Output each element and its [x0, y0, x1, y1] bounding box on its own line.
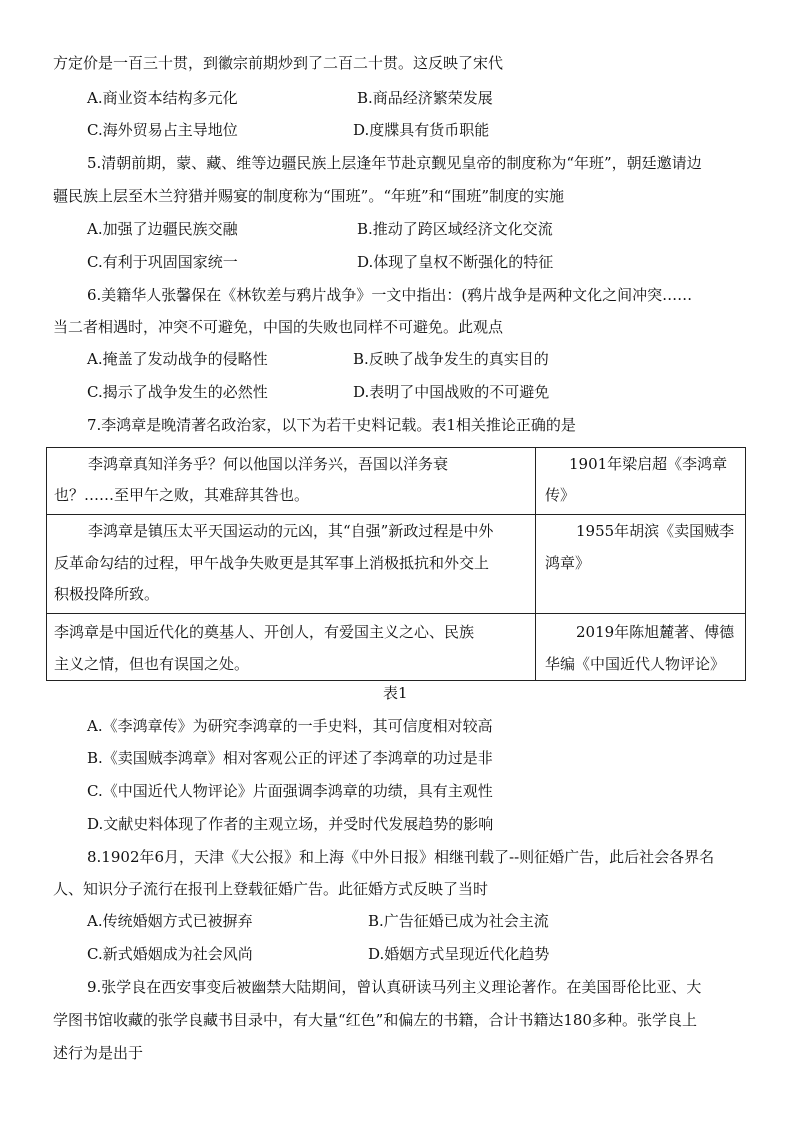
table-row: [47, 614, 745, 680]
q8-option-a: A.传统婚姻方式已被摒弃: [87, 912, 253, 930]
table-cell-content-line: 反革命勾结的过程，甲午战争失败更是其军事上消极抵抗和外交上: [54, 554, 490, 572]
q4-option-d: D.度牒具有货币职能: [353, 121, 490, 139]
q8-stem-line1: 8.1902年6月，天津《大公报》和上海《中外日报》相继刊载了--则征婚广告，此后社会各界名: [87, 848, 715, 866]
sources-table: [46, 447, 746, 681]
q9-stem-line2: 学图书馆收藏的张学良藏书目录中，有大量“红色”和偏左的书籍，合计书籍达180多种。张学良上: [53, 1011, 697, 1029]
q5-option-d: D.体现了皇权不断强化的特征: [357, 253, 554, 271]
table-cell-source-line: 鸿章》: [545, 554, 591, 572]
q6-stem-line1: 6.美籍华人张馨保在《林钦差与鸦片战争》一文中指出：(鸦片战争是两种文化之间冲突……: [87, 286, 693, 304]
q8-option-b: B.广告征婚已成为社会主流: [368, 912, 549, 930]
q5-stem-line1: 5.清朝前期，蒙、藏、维等边疆民族上层逢年节赴京觐见皇帝的制度称为“年班”，朝廷邀请边: [87, 154, 702, 172]
q7-option-b: B.《卖国贼李鸿章》相对客观公正的评述了李鸿章的功过是非: [87, 749, 493, 767]
table-cell-content-line: 主义之情，但也有误国之处。: [54, 655, 250, 673]
q7-option-d: D.文献史料体现了作者的主观立场，并受时代发展趋势的影响: [87, 815, 494, 833]
q8-stem-line2: 人、知识分子流行在报刊上登载征婚广告。此征婚方式反映了当时: [53, 880, 489, 898]
table-cell-source-line: 1901年梁启超《李鸿章: [569, 455, 728, 473]
q4-stem-tail: 方定价是一百三十贯，到徽宗前期炒到了二百二十贯。这反映了宋代: [53, 54, 504, 72]
table-cell-content-line: 李鸿章是镇压太平天国运动的元凶，其“自强”新政过程是中外: [88, 522, 494, 540]
q8-option-d: D.婚姻方式呈现近代化趋势: [368, 945, 550, 963]
table-cell-source-line: 华编《中国近代人物评论》: [545, 655, 726, 673]
q9-stem-line1: 9.张学良在西安事变后被幽禁大陆期间，曾认真研读马列主义理论著作。在美国哥伦比亚、大: [87, 978, 702, 996]
q8-option-c: C.新式婚姻成为社会风尚: [87, 945, 253, 963]
table-cell-content-line: 也？……至甲午之败，其难辞其咎也。: [54, 486, 310, 504]
table-cell-content-line: 李鸿章是中国近代化的奠基人、开创人，有爱国主义之心、民族: [54, 623, 475, 641]
q4-option-a: A.商业资本结构多元化: [87, 89, 238, 107]
q5-stem-line2: 疆民族上层至木兰狩猎并赐宴的制度称为“围班”。“年班”和“围班”制度的实施: [53, 187, 565, 205]
table-caption: 表1: [383, 684, 408, 702]
q7-option-a: A.《李鸿章传》为研究李鸿章的一手史料，其可信度相对较高: [87, 717, 493, 735]
q5-option-c: C.有利于巩固国家统一: [87, 253, 238, 271]
q5-option-b: B.推动了跨区域经济文化交流: [357, 220, 553, 238]
q7-stem: 7.李鸿章是晚清著名政治家，以下为若干史料记载。表1相关推论正确的是: [87, 416, 576, 434]
q6-option-a: A.掩盖了发动战争的侵略性: [87, 350, 268, 368]
q6-option-c: C.揭示了战争发生的必然性: [87, 383, 268, 401]
table-cell-source-line: 传》: [545, 486, 576, 504]
q7-option-c: C.《中国近代人物评论》片面强调李鸿章的功绩，具有主观性: [87, 782, 493, 800]
q9-stem-line3: 述行为是出于: [53, 1044, 144, 1062]
q6-stem-line2: 当二者相遇时，冲突不可避免，中国的失败也同样不可避免。此观点: [53, 318, 504, 336]
q6-option-b: B.反映了战争发生的真实目的: [353, 350, 549, 368]
table-row: [47, 515, 745, 614]
table-cell-source-line: 2019年陈旭麓著、傅德: [576, 623, 735, 641]
table-cell-source-line: 1955年胡滨《卖国贼李: [576, 522, 735, 540]
q4-option-c: C.海外贸易占主导地位: [87, 121, 238, 139]
table-cell-content-line: 积极投降所致。: [54, 585, 160, 603]
table-cell-content-line: 李鸿章真知洋务乎？何以他国以洋务兴，吾国以洋务衰: [88, 455, 449, 473]
q4-option-b: B.商品经济繁荣发展: [357, 89, 493, 107]
q5-option-a: A.加强了边疆民族交融: [87, 220, 238, 238]
table-row: [47, 448, 745, 515]
q6-option-d: D.表明了中国战败的不可避免: [353, 383, 550, 401]
